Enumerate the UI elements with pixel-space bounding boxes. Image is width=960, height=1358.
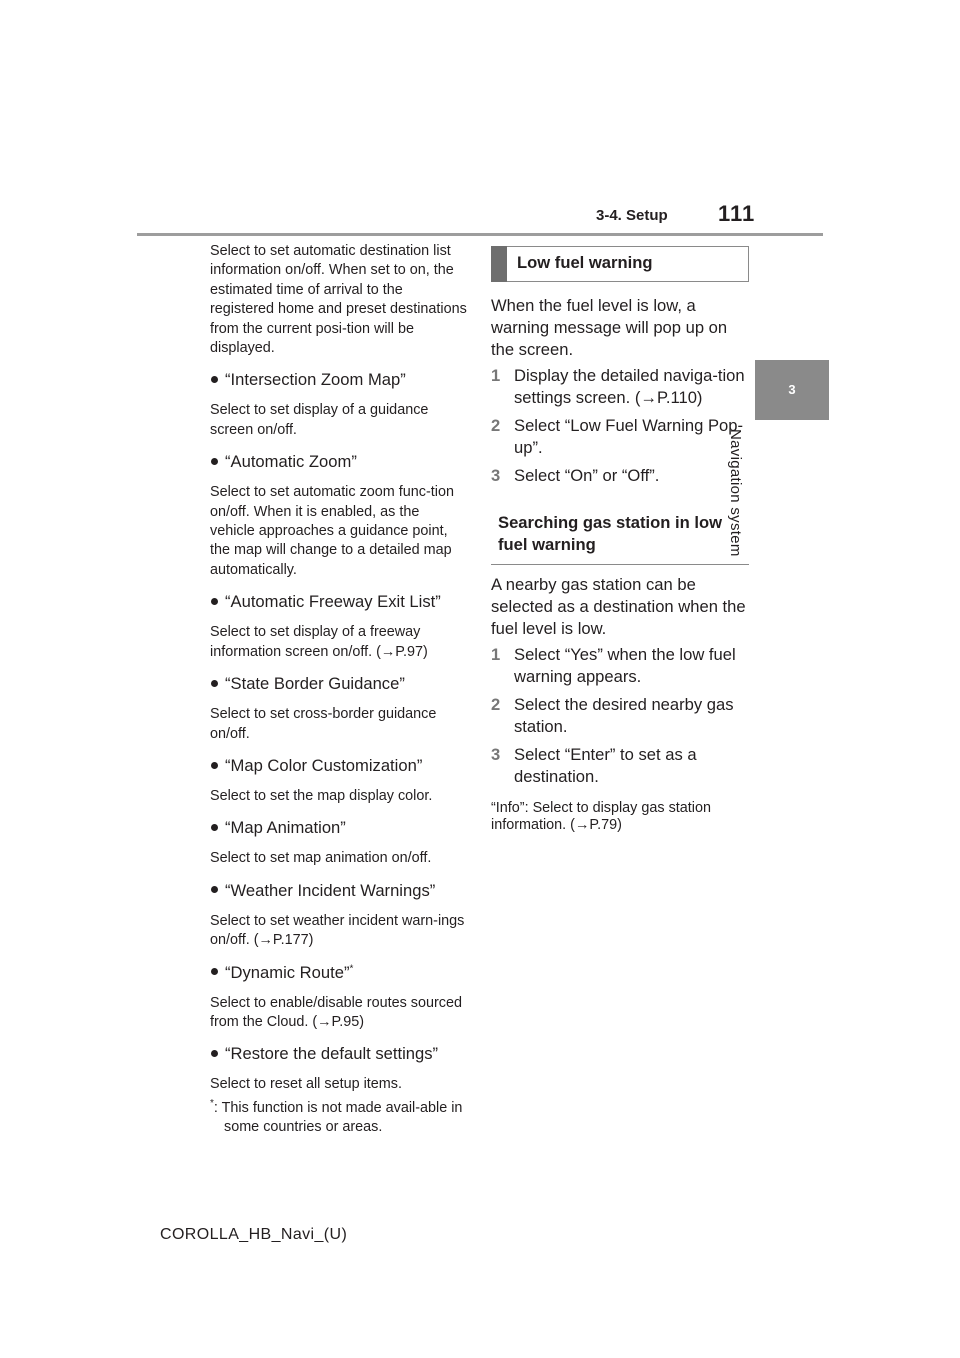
- setting-title: “Restore the default settings”: [225, 1044, 439, 1064]
- section-heading-text: Low fuel warning: [517, 253, 653, 272]
- step-text: Display the detailed naviga-tion settings screen. (→P.110): [514, 366, 745, 407]
- bullet-icon: [211, 1050, 218, 1057]
- step-number: 3: [491, 466, 501, 485]
- chapter-number: 3: [788, 382, 796, 397]
- document-code: COROLLA_HB_Navi_(U): [160, 1226, 348, 1243]
- step-text: Select “On” or “Off”.: [514, 466, 660, 485]
- step-text: Select “Yes” when the low fuel warning appears.: [514, 645, 736, 686]
- setting-title: “Automatic Freeway Exit List”: [225, 592, 441, 612]
- setting-desc: Select to set cross-border guidance on/off.: [210, 706, 437, 742]
- setting-title: “Map Color Customization”: [225, 755, 423, 775]
- left-column: [210, 242, 468, 1138]
- bullet-icon: [211, 824, 218, 831]
- bullet-icon: [211, 598, 218, 605]
- step-text: Select “Low Fuel Warning Pop-up”.: [514, 416, 744, 457]
- setting-item: [210, 369, 468, 440]
- setting-item: [210, 591, 468, 662]
- right-column: [491, 246, 749, 848]
- bullet-icon: [211, 458, 218, 465]
- setting-item: [210, 451, 468, 580]
- footnote: [210, 1099, 468, 1138]
- bullet-icon: [211, 968, 218, 975]
- intro-text: Select to set automatic destination list information on/off. When set to on, the estimated time of arrival to the registered home and preset destinations from the current posi-tion will be displayed.: [210, 243, 467, 357]
- setting-desc: Select to set the map display color.: [210, 787, 433, 804]
- page-number: 111: [718, 201, 756, 226]
- step-item: [491, 744, 749, 788]
- bullet-icon: [211, 886, 218, 893]
- section-title: 3-4. Setup: [596, 207, 668, 224]
- bullet-icon: [211, 680, 218, 687]
- section-heading-low-fuel: [491, 246, 749, 282]
- step-item: [491, 644, 749, 688]
- step-number: 3: [491, 745, 501, 764]
- chapter-title: Navigation system: [727, 429, 744, 557]
- setting-item: [210, 880, 468, 951]
- step-number: 1: [491, 366, 501, 385]
- section-intro: A nearby gas station can be selected as a destination when the fuel level is low.: [491, 575, 746, 638]
- setting-desc: Select to set map animation on/off.: [210, 850, 432, 867]
- setting-item: [210, 962, 468, 1033]
- section-intro: When the fuel level is low, a warning message will pop up on the screen.: [491, 296, 728, 359]
- setting-item: [210, 817, 468, 868]
- step-number: 1: [491, 645, 501, 664]
- footnote-mark: *: [210, 1097, 214, 1109]
- chapter-tab: [755, 360, 829, 420]
- setting-desc: Select to set display of a guidance screen on/off.: [210, 402, 429, 438]
- setting-desc: Select to reset all setup items.: [210, 1076, 402, 1093]
- setting-title: “Automatic Zoom”: [225, 452, 357, 472]
- setting-title: “Dynamic Route”: [225, 962, 350, 982]
- section-heading-gas-station: Searching gas station in low fuel warning: [491, 507, 749, 565]
- setting-title: “State Border Guidance”: [225, 674, 405, 694]
- setting-title: “Weather Incident Warnings”: [225, 880, 436, 900]
- bullet-icon: [211, 376, 218, 383]
- step-text: Select “Enter” to set as a destination.: [514, 745, 697, 786]
- setting-title: “Intersection Zoom Map”: [225, 370, 406, 390]
- step-item: [491, 465, 749, 487]
- footnote-mark: *: [349, 963, 354, 974]
- setting-desc: Select to set weather incident warn-ings on/off. (→P.177): [210, 912, 465, 949]
- setting-item: [210, 755, 468, 806]
- setting-item: [210, 673, 468, 744]
- step-item: [491, 694, 749, 738]
- step-number: 2: [491, 416, 501, 435]
- header-divider: [137, 233, 823, 236]
- setting-desc: Select to set display of a freeway information screen on/off. (→P.97): [210, 624, 428, 660]
- heading-bar: [491, 246, 507, 282]
- setting-desc: Select to enable/disable routes sourced from the Cloud. (→P.95): [210, 994, 462, 1030]
- step-text: Select the desired nearby gas station.: [514, 695, 734, 736]
- setting-title: “Map Animation”: [225, 818, 346, 838]
- setting-desc: Select to set automatic zoom func-tion on/off. When it is enabled, as the vehicle approaches a guidance point, the map will change to a detailed map automatically.: [210, 484, 454, 578]
- step-item: [491, 365, 749, 409]
- step-item: [491, 415, 749, 459]
- footnote-text: : This function is not made avail-able in some countries or areas.: [213, 1099, 463, 1136]
- step-number: 2: [491, 695, 501, 714]
- setting-item: [210, 1043, 468, 1094]
- bullet-icon: [211, 762, 218, 769]
- info-note: “Info”: Select to display gas station information. (→P.79): [491, 800, 711, 833]
